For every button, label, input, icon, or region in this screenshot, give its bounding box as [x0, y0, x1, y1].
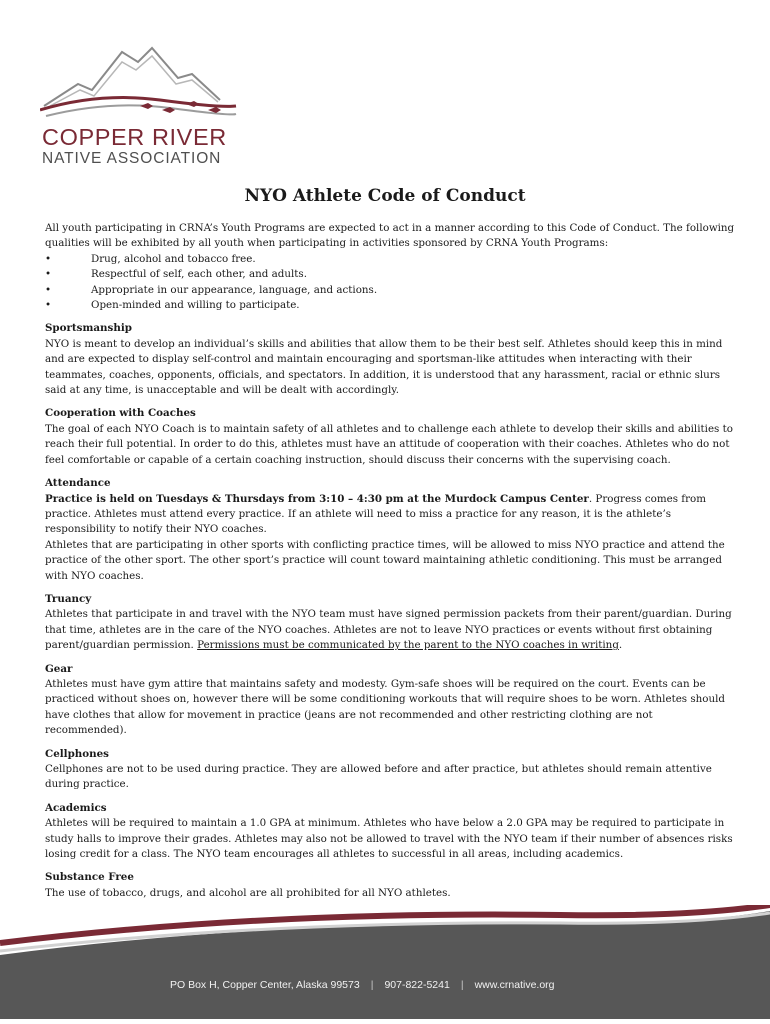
mountain-logo-icon — [40, 40, 240, 124]
separator: | — [370, 979, 374, 991]
list-item: • Appropriate in our appearance, language, and actions. — [45, 283, 735, 298]
section-text: The use of tobacco, drugs, and alcohol are all prohibited for all NYO athletes. — [45, 886, 451, 899]
section-text: Athletes that participate in and travel with the NYO team must have signed permission packets from their parent/guardian. During that time, athletes are in the care of the NYO coaches. Athletes are not to leave NYO practices or events without first obtaining parent/guardian permission. Permissions must be communicated by the parent to the NYO coaches in writing. — [45, 608, 732, 652]
section-heading: Sportsmanship — [45, 322, 132, 335]
section-sportsmanship — [45, 321, 735, 398]
separator: | — [460, 979, 464, 991]
section-text: Athletes will be required to maintain a 1.0 GPA at minimum. Athletes who have below a 2.0 GPA may be required to participate in study halls to improve their grades. Athletes may also not be allowed to travel with the NYO team if their number of absences risks losing credit for a class. The NYO team encourages all athletes to successful in all areas, including academics. — [45, 817, 733, 861]
crna-logo — [40, 40, 240, 170]
section-gear — [45, 662, 735, 739]
document-body — [45, 221, 735, 901]
footer-website: www.crnative.org — [474, 979, 555, 991]
footer-address: PO Box H, Copper Center, Alaska 99573 — [170, 979, 360, 991]
list-item: • Open-minded and willing to participate. — [45, 298, 735, 313]
section-text: Athletes must have gym attire that maintains safety and modesty. Gym-safe shoes will be required on the court. Events can be practiced without shoes on, however there will be some conditioning workouts that will require shoes to be worn. Athletes should have clothes that allow for movement in practice (jeans are not recommended and other restricting clothing are not recommended). — [45, 677, 725, 737]
section-heading: Cellphones — [45, 747, 109, 760]
section-truancy — [45, 592, 735, 654]
section-heading: Truancy — [45, 592, 92, 605]
list-item: • Respectful of self, each other, and adults. — [45, 267, 735, 282]
logo-wordmark-primary: COPPER RIVER — [42, 124, 227, 150]
section-attendance — [45, 476, 735, 584]
list-item: • Drug, alcohol and tobacco free. — [45, 252, 735, 267]
footer — [0, 905, 770, 1024]
section-heading: Cooperation with Coaches — [45, 407, 196, 420]
bullet-icon: • — [45, 283, 52, 296]
section-text: Practice is held on Tuesdays & Thursdays from 3:10 – 4:30 pm at the Murdock Campus Center. Progress comes from practice. Athletes must attend every practice. If an athlete will need to miss a practice for any reason, it is the athlete’s responsibility to notify their NYO coaches. — [45, 492, 706, 536]
section-heading: Attendance — [45, 477, 111, 490]
bullet-icon: • — [45, 268, 52, 281]
bullet-icon: • — [45, 252, 52, 265]
footer-contact — [170, 979, 555, 991]
document-title: NYO Athlete Code of Conduct — [244, 186, 526, 206]
section-cellphones — [45, 747, 735, 793]
section-academics — [45, 801, 735, 863]
section-text: The goal of each NYO Coach is to maintain safety of all athletes and to challenge each athlete to develop their skills and abilities to reach their full potential. In order to do this, athletes must have an attitude of cooperation with their coaches. Athletes who do not feel comfortable or capable of a certain coaching instruction, should discuss their concerns with the supervising coach. — [45, 422, 733, 466]
footer-swoosh-icon — [0, 905, 770, 1024]
section-text: NYO is meant to develop an individual’s skills and abilities that allow them to be their best self. Athletes should keep this in mind and are expected to display self-control and maintain encouraging and sportsman-like attitudes when interacting with their teammates, coaches, opponents, officials, and spectators. In addition, it is understood that any harassment, racial or ethnic slurs said at any time, is unacceptable and will be dealt with accordingly. — [45, 337, 723, 397]
section-text: Cellphones are not to be used during practice. They are allowed before and after practice, but athletes should remain attentive during practice. — [45, 763, 712, 791]
qualities-list — [45, 252, 735, 314]
section-heading: Gear — [45, 662, 73, 675]
section-heading: Substance Free — [45, 871, 134, 884]
permissions-note: Permissions must be communicated by the parent to the NYO coaches in writing — [197, 639, 619, 652]
bullet-icon: • — [45, 299, 52, 312]
logo-wordmark-secondary: NATIVE ASSOCIATION — [42, 150, 222, 167]
section-cooperation — [45, 406, 735, 468]
section-heading: Academics — [45, 801, 107, 814]
section-substance-free — [45, 870, 735, 901]
practice-schedule: Practice is held on Tuesdays & Thursdays from 3:10 – 4:30 pm at the Murdock Campus Center — [45, 492, 589, 505]
intro-paragraph: All youth participating in CRNA’s Youth Programs are expected to act in a manner according to this Code of Conduct. The following qualities will be exhibited by all youth when participating in activities sponsored by CRNA Youth Programs: — [45, 222, 735, 250]
section-text: Athletes that are participating in other sports with conflicting practice times, will be allowed to miss NYO practice and attend the practice of the other sport. The other sport’s practice will count toward maintaining athletic conditioning. This must be arranged with NYO coaches. — [45, 538, 725, 582]
footer-phone: 907-822-5241 — [384, 979, 450, 991]
